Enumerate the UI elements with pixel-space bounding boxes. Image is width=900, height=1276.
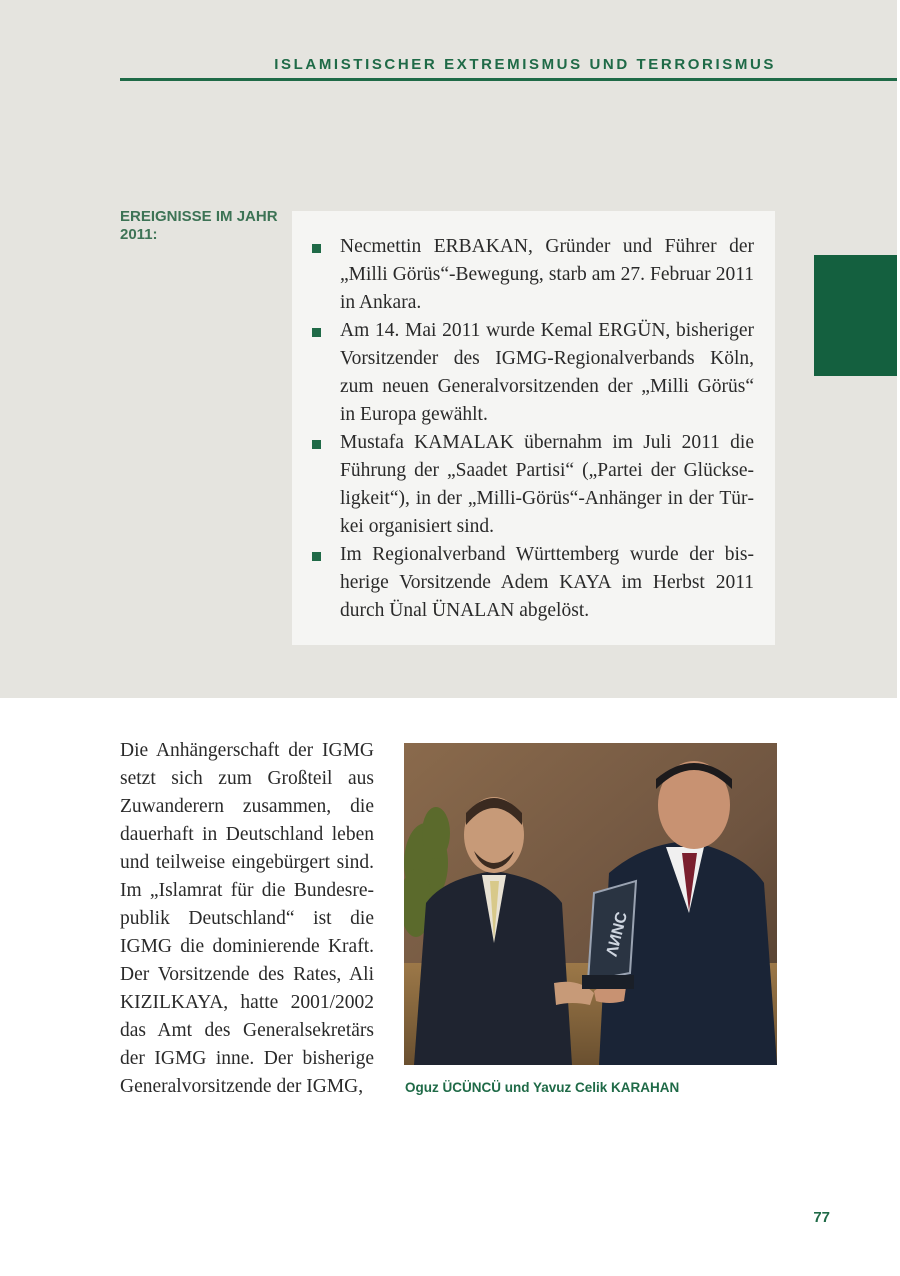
events-section-label: EREIGNISSE IM JAHR 2011: [120,208,278,243]
event-text: Am 14. Mai 2011 wurde Kemal ERGÜN, bisheriger Vorsitzender des IGMG-Regionalverbands Köln, zum neuen Generalvorsitzenden der „Milli Görüs“ in Europa gewählt. [340,320,754,425]
event-item [312,541,754,625]
page-number: 77 [813,1209,830,1226]
bullet-square-icon [312,328,321,337]
event-item [312,233,754,317]
event-item [312,429,754,541]
bullet-square-icon [312,552,321,561]
bullet-square-icon [312,440,321,449]
event-photo [404,743,777,1065]
event-text: Necmettin ERBAKAN, Gründer und Führer der „Milli Görüs“-Bewegung, starb am 27. Februar 2011 in Ankara. [340,236,754,313]
events-box [292,211,775,645]
trophy-text: ΛИNC [603,910,632,959]
header-rule [120,78,897,81]
body-paragraph: Die Anhängerschaft der IGMG setzt sich zum Großteil aus Zuwanderern zusammen, die dauerhaft in Deutschland leben und teilweise eingebürgert sind. Im „Islamrat für die Bundesrepublik Deutschland“ ist die IGMG die dominierende Kraft. Der Vorsitzende des Rates, Ali KIZILKAYA, hatte 2001/2002 das Amt des Generalsekretärs der IGMG inne. Der bisherige Generalvorsitzende der IGMG, [120,740,374,1097]
running-header-title: ISLAMISTISCHER EXTREMISMUS UND TERRORISMUS [274,56,776,73]
photo-caption: Oguz ÜCÜNCÜ und Yavuz Celik KARAHAN [405,1080,680,1095]
event-item [312,317,754,429]
event-text: Im Regionalverband Württemberg wurde der bisherige Vorsitzende Adem KAYA im Herbst 2011 durch Ünal ÜNALAN abgelöst. [340,544,754,621]
event-text: Mustafa KAMALAK übernahm im Juli 2011 die Führung der „Saadet Partisi“ („Partei der Glückseligkeit“), in der „Milli-Görüs“-Anhänger in der Türkei organisiert sind. [340,432,754,537]
bullet-square-icon [312,244,321,253]
chapter-side-tab [814,255,897,376]
